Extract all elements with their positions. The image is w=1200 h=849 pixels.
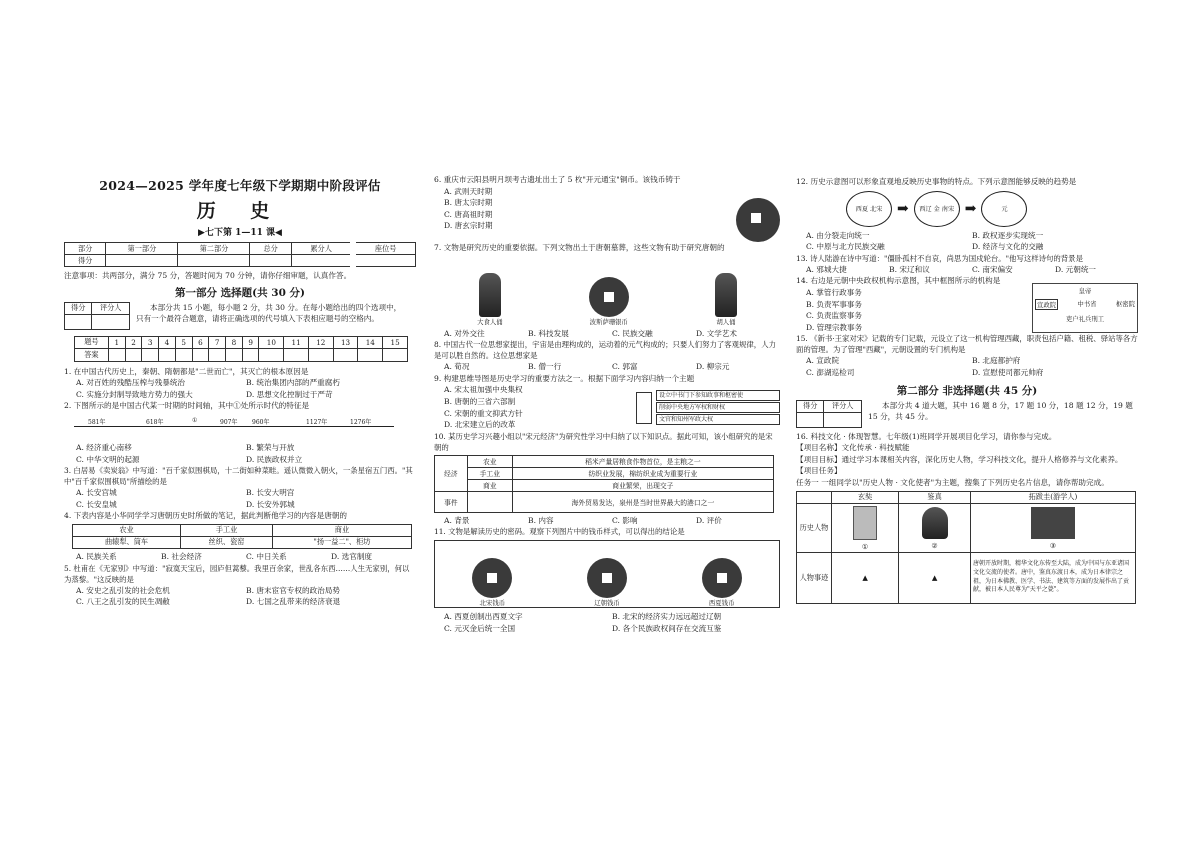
option[interactable]: B. 繁荣与开放 <box>246 442 295 452</box>
grader-cell[interactable] <box>797 412 824 427</box>
question-5: 5. 杜甫在《无家别》中写道："寂寞天宝后，园庐但蒿藜。我里百余家，世乱各东西……人生无家别，何以为蒸黎。"这反映的是 <box>64 563 410 584</box>
question-15: 15. 《新书·王家对宋》记载的专门记载，元设立了这一机构管理西藏，职责包括户籍、租税、驿站等各方面的管理。为了管理"西藏"，元朝设置的专门机构是 <box>796 334 1138 355</box>
coin-image <box>736 198 780 242</box>
question-7: 7. 文物是研究历史的重要依据。下列文物出土于唐朝墓葬，这些文物有助于研究唐朝的 <box>434 243 725 252</box>
option[interactable]: C. 实施分封制导致地方势力的强大 <box>76 389 193 399</box>
q12-options <box>796 230 1138 253</box>
grader-label: 得分 <box>797 400 824 412</box>
statue-image <box>922 507 948 539</box>
question-number-cell: 15 <box>383 336 408 348</box>
mind-map-root <box>636 392 652 424</box>
option[interactable]: D. 选官制度 <box>331 551 373 561</box>
q4-options <box>64 551 416 563</box>
option[interactable]: B. 内容 <box>528 515 554 525</box>
option[interactable]: A. 由分裂走向统一 <box>806 230 870 240</box>
q4-cell: "扬一益二"、柜坊 <box>272 536 411 548</box>
notice: 注意事项：共两部分，满分 75 分，答题时间为 70 分钟，请你仔细审题，认真作答。 <box>64 271 352 280</box>
task-head: 玄奘 <box>832 491 899 503</box>
answer-cell[interactable] <box>226 348 243 361</box>
question-13: 13. 诗人陆游在诗中写道："僵卧孤村不自哀，尚思为国戍轮台。"他写这样诗句的背景是 <box>796 253 1083 263</box>
figure-caption: 辽朝钱币 <box>594 599 620 608</box>
image-mark: ② <box>931 541 938 550</box>
column-right <box>796 176 1138 604</box>
question-number-cell: 13 <box>333 336 358 348</box>
task-text-cell: 唐朝开放时期，精华文化东传至大陆，成为中国与东亚诸国文化交流的使者。唐中，鉴真东渡日本，成为日本律宗之祖，为日本佛教、医学、书法、建筑等方面的发展作出了贡献，被日本人民尊为"天平之甍"。 <box>971 552 1136 603</box>
scope-label: ▶七下第 1—11 课◀ <box>198 228 282 238</box>
q10-cell: 事件 <box>435 491 468 512</box>
q7-options <box>434 328 780 340</box>
option[interactable]: D. 评价 <box>696 515 722 525</box>
question-12: 12. 历史示意图可以形象直观地反映历史事物的特点。下列示意图能够反映的趋势是 <box>796 177 1077 186</box>
answer-cell[interactable] <box>284 348 309 361</box>
diagram-row <box>1035 299 1135 310</box>
grader-label: 评分人 <box>824 400 862 412</box>
answer-cell[interactable] <box>333 348 358 361</box>
coin-icon <box>587 558 627 598</box>
task-image-cell <box>899 503 971 552</box>
coin-icon <box>472 558 512 598</box>
option[interactable]: D. 元朝统一 <box>1055 264 1097 274</box>
timeline-axis <box>74 426 394 427</box>
question-number-cell: 3 <box>142 336 159 348</box>
q14-block <box>796 275 1138 333</box>
grader-label: 得分 <box>65 302 92 314</box>
option[interactable]: B. 长安大明宫 <box>246 488 295 498</box>
option[interactable]: A. 长安宫城 <box>76 488 117 498</box>
option[interactable]: C. 宋朝的重文抑武方针 <box>444 408 523 418</box>
grader-box <box>796 400 862 428</box>
part2-title: 第二部分 非选择题(共 45 分) <box>896 384 1038 397</box>
task-head: 鉴真 <box>899 491 971 503</box>
figure-caption: 波斯萨珊银币 <box>589 317 628 326</box>
answer-cell[interactable] <box>142 348 159 361</box>
question-number-cell: 4 <box>159 336 176 348</box>
question-number-cell: 10 <box>259 336 284 348</box>
q4-head: 手工业 <box>181 524 273 536</box>
image-mark: ③ <box>1049 541 1057 550</box>
silver-coin-image <box>589 277 629 326</box>
q11-options <box>434 611 780 634</box>
timeline-tick: 907年 <box>220 418 238 426</box>
grader-cell[interactable] <box>92 314 130 329</box>
option[interactable]: C. 长安皇城 <box>76 499 117 509</box>
question-number-cell: 2 <box>125 336 142 348</box>
score-cell[interactable] <box>178 255 250 267</box>
task-row-label: 人物事迹 <box>797 552 832 603</box>
q10-cell: 经济 <box>435 455 468 491</box>
answer-cell[interactable] <box>308 348 333 361</box>
q13-options <box>796 264 1138 276</box>
score-cell[interactable] <box>106 255 178 267</box>
option[interactable]: D. 民族政权并立 <box>246 454 303 464</box>
option[interactable]: A. 安史之乱引发的社会危机 <box>76 585 170 595</box>
option[interactable]: D. 唐玄宗时期 <box>444 221 493 231</box>
figurine-image <box>477 273 503 326</box>
coin-figure <box>472 558 512 607</box>
q11-figures <box>434 540 780 608</box>
yuan-org-diagram <box>1032 283 1138 333</box>
timeline-tick: 960年 <box>252 418 270 426</box>
question-number-cell: 1 <box>108 336 125 348</box>
seat-cell[interactable] <box>353 255 415 267</box>
task-one: 任务一 一组同学以"历史人物 · 文化使者"为主题，搜集了下列历史名片信息，请你帮助完成。 <box>796 477 1109 487</box>
option[interactable]: C. 中日关系 <box>246 551 287 561</box>
option[interactable]: C. 元灭金后统一全国 <box>444 623 516 633</box>
option[interactable]: B. 唐太宗时期 <box>444 198 493 208</box>
question-1: 1. 在中国古代历史上，秦朝、隋朝都是"二世而亡"，其灭亡的根本原因是 <box>64 366 309 376</box>
answer-cell[interactable] <box>259 348 284 361</box>
option[interactable]: C. 南宋偏安 <box>972 264 1013 274</box>
artifact-image <box>1031 507 1075 539</box>
option[interactable]: B. 唐朝的三省六部制 <box>444 396 516 406</box>
answer-row-label: 题号 <box>75 336 109 348</box>
figure-caption: 大食人俑 <box>477 317 503 326</box>
column-middle <box>434 174 780 635</box>
q10-cell: 农业 <box>467 455 512 467</box>
question-11: 11. 文物是解读历史的密码。观察下列图片中的钱币样式，可以得出的结论是 <box>434 527 685 537</box>
q10-options <box>434 515 780 527</box>
part1-intro-line: 本部分共 15 小题，每小题 2 分，共 30 分。在每小题给出的四个选项中， <box>150 302 402 312</box>
part1-intro-line: 只有一个最符合题意，请将正确选项的代号填入下表相应题号的空格内。 <box>136 314 379 324</box>
option[interactable]: B. 政权逐步实现统一 <box>972 230 1044 240</box>
coin-icon <box>702 558 742 598</box>
answer-cell[interactable] <box>175 348 192 361</box>
answer-cell[interactable] <box>159 348 176 361</box>
q8-options <box>434 361 780 373</box>
answer-table <box>74 336 408 362</box>
mind-map-node: 设立中书门下参知政事和枢密使 <box>656 390 780 401</box>
part1-title: 第一部分 选择题(共 30 分) <box>174 286 305 299</box>
q10-cell: 商业繁荣，出现交子 <box>512 479 773 491</box>
option[interactable]: C. 影响 <box>612 515 638 525</box>
question-number-cell: 6 <box>192 336 209 348</box>
q4-head: 商业 <box>272 524 411 536</box>
timeline-tick: 1127年 <box>306 418 328 426</box>
score-col: 第一部分 <box>106 243 178 255</box>
timeline-tick: 1276年 <box>350 418 372 426</box>
image-mark: ① <box>861 542 869 551</box>
score-row-label: 得分 <box>65 255 106 267</box>
option[interactable]: C. 中原与北方民族交融 <box>806 242 885 252</box>
task-answer-cell[interactable]: ▲ <box>832 552 899 603</box>
option[interactable]: D. 长安外郭城 <box>246 499 295 509</box>
option[interactable]: B. 统治集团内部的严重腐朽 <box>246 378 340 388</box>
statue-icon <box>479 273 501 317</box>
part1-intro-block <box>64 302 416 330</box>
project-name: 【项目名称】文化传承 · 科技赋能 <box>796 443 910 453</box>
q10-cell: 海外贸易发达，泉州是当时世界最大的港口之一 <box>512 491 773 512</box>
part2-intro-block <box>796 400 1138 428</box>
q15-options <box>796 355 1138 378</box>
question-2: 2. 下图所示的是中国古代某一时期的时间轴，其中①处所示时代的特征是 <box>64 401 310 411</box>
figure-caption: 胡人俑 <box>716 317 736 326</box>
question-number-cell: 8 <box>226 336 243 348</box>
option[interactable]: C. 郭富 <box>612 362 638 372</box>
option[interactable]: D. 各个民族政权间存在交流互鉴 <box>612 623 722 633</box>
grader-box <box>64 302 130 330</box>
answer-cell[interactable] <box>242 348 259 361</box>
question-number-cell: 5 <box>175 336 192 348</box>
score-col: 总分 <box>250 243 291 255</box>
task-image-cell <box>971 503 1136 552</box>
question-3: 3. 白居易《卖炭翁》中写道："百千家似围棋局，十二街如种菜畦。遥认微微入朝火，一条星宿五门西。"其中"百千家似围棋局"所描绘的是 <box>64 466 413 487</box>
option[interactable]: A. 武则天时期 <box>444 186 493 196</box>
question-6: 6. 重庆市云阳县明月坝考古遗址出土了 5 枚"开元通宝"铜币。该钱币铸于 <box>434 175 681 184</box>
q7-figures <box>434 256 780 326</box>
option[interactable]: D. 经济与文化的交融 <box>972 242 1044 252</box>
map-circle: 西夏 北宋 <box>846 191 892 227</box>
question-number-cell: 7 <box>209 336 226 348</box>
answer-cell[interactable] <box>192 348 209 361</box>
answer-cell[interactable] <box>125 348 142 361</box>
coin-icon <box>589 277 629 317</box>
task-head <box>797 491 832 503</box>
column-left <box>64 172 416 608</box>
q10-cell: 手工业 <box>467 467 512 479</box>
mind-map-node: 文官和知州军政大权 <box>656 414 780 425</box>
portrait-image <box>853 506 877 540</box>
answer-row-label: 答案 <box>75 348 109 361</box>
grader-label: 评分人 <box>92 302 130 314</box>
q5-options <box>64 585 416 608</box>
option[interactable]: A. 西夏创制出西夏文字 <box>444 612 523 622</box>
exam-title: 2024—2025 学年度七年级下学期期中阶段评估 <box>99 178 381 193</box>
score-col: 部分 <box>65 243 106 255</box>
option[interactable]: D. 宣慰使司都元帅府 <box>972 367 1044 377</box>
project-task-label: 【项目任务】 <box>796 466 842 476</box>
answer-cell[interactable] <box>209 348 226 361</box>
option[interactable]: B. 宋辽和议 <box>889 264 930 274</box>
q4-cell: 曲辕犁、筒车 <box>73 536 181 548</box>
option[interactable]: A. 掌管行政事务 <box>806 287 862 297</box>
option[interactable]: C. 澎湖巡检司 <box>806 367 855 377</box>
option[interactable]: A. 背景 <box>444 515 470 525</box>
question-8: 8. 中国古代一位思想家提出，宇宙是由理构成的，运动着的元气构成的；只要人们努力了客观规律，人力是可以胜自然的。这位思想家是 <box>434 340 776 361</box>
part2-intro-line: 15 分，共 45 分。 <box>868 412 933 422</box>
q4-head: 农业 <box>73 524 181 536</box>
diagram-node: 皇帝 <box>1078 287 1092 296</box>
q9-block <box>434 384 780 430</box>
option[interactable]: B. 僧一行 <box>528 362 562 372</box>
timeline <box>74 414 394 440</box>
answer-cell[interactable] <box>108 348 125 361</box>
question-number-cell: 11 <box>284 336 309 348</box>
option[interactable]: B. 北庭都护府 <box>972 356 1021 366</box>
diagram-node: 吏户礼兵刑工 <box>1065 315 1105 324</box>
option[interactable]: C. 民族交融 <box>612 328 653 338</box>
statue-icon <box>715 273 737 317</box>
map-circle: 西辽 金 南宋 <box>914 191 960 227</box>
option[interactable]: B. 北宋的经济实力远远超过辽朝 <box>612 612 722 622</box>
figure-caption: 西夏钱币 <box>708 599 735 608</box>
question-16: 16. 科技文化 · 体现智慧。七年级(1)班同学开展项目化学习，请你参与完成。 <box>796 431 1057 441</box>
option[interactable]: C. 八王之乱引发的民生凋敝 <box>76 597 170 607</box>
q10-cell <box>467 491 512 512</box>
option[interactable]: A. 对百姓的残酷压榨与残暴统治 <box>76 378 186 388</box>
question-9: 9. 构建思维导图是历史学习的重要方法之一。根据下面学习内容归纳一个主题 <box>434 373 695 383</box>
timeline-tick: ① <box>192 416 198 424</box>
question-10: 10. 某历史学习兴趣小组以"宋元经济"为研究性学习中归纳了以下知识点。据此可知，该小组研究的是宋朝的 <box>434 431 773 452</box>
q3-options <box>64 487 416 510</box>
q10-cell: 商业 <box>467 479 512 491</box>
option[interactable]: C. 负责监察事务 <box>806 311 862 321</box>
option[interactable]: D. 柳宗元 <box>696 362 730 372</box>
option[interactable]: A. 对外交往 <box>444 328 485 338</box>
diagram-node: 中书省 <box>1077 300 1097 309</box>
option[interactable]: A. 荀况 <box>444 362 470 372</box>
score-cell[interactable] <box>250 255 291 267</box>
option[interactable]: A. 宋太祖加强中央集权 <box>444 385 523 395</box>
q10-table <box>434 455 774 513</box>
q6-block <box>434 174 780 242</box>
option[interactable]: D. 七国之乱带来的经济衰退 <box>246 597 341 607</box>
grader-cell[interactable] <box>65 314 92 329</box>
question-4: 4. 下表内容是小华同学学习唐朝历史时所做的笔记，据此判断他学习的内容是唐朝的 <box>64 511 348 521</box>
q2-options <box>64 442 416 465</box>
q4-cell: 丝织、瓷窑 <box>181 536 273 548</box>
mind-map-node: 削弱中央地方军权和财权 <box>656 402 780 413</box>
diagram-node: 宣政院 <box>1037 301 1057 310</box>
timeline-tick: 581年 <box>88 418 106 426</box>
task-row-label: 历史人物 <box>797 503 832 552</box>
score-table <box>64 242 416 267</box>
option[interactable]: A. 邪城大捷 <box>806 264 847 274</box>
score-col: 第二部分 <box>178 243 250 255</box>
option[interactable]: A. 经济重心南移 <box>76 442 132 452</box>
project-goal: 【项目目标】通过学习本课相关内容，深化历史人物，学习科技文化，提升人格修养与文化素养。 <box>796 454 1123 464</box>
option[interactable]: D. 管理宗教事务 <box>806 322 863 332</box>
arrow-icon: ➡ <box>897 200 909 217</box>
question-number-cell: 9 <box>242 336 259 348</box>
answer-cell[interactable] <box>383 348 408 361</box>
option[interactable]: A. 宣政院 <box>806 356 840 366</box>
task-answer-cell[interactable]: ▲ <box>899 552 971 603</box>
option[interactable]: A. 民族关系 <box>76 551 117 561</box>
diagram-node: 枢密院 <box>1115 300 1135 309</box>
figurine-image <box>715 273 737 326</box>
option[interactable]: C. 中华文明的起源 <box>76 454 140 464</box>
question-14: 14. 右边是元朝中央政权机构示意图，其中框图所示的机构是 <box>796 276 1001 286</box>
option[interactable]: B. 社会经济 <box>161 551 202 561</box>
option[interactable]: C. 唐高祖时期 <box>444 209 493 219</box>
grader-cell[interactable] <box>824 412 862 427</box>
q10-cell: 稻米产量居粮食作物首位，是主粮之一 <box>512 455 773 467</box>
part2-intro-line: 本部分共 4 道大题，其中 16 题 8 分，17 题 10 分，18 题 12 分，19 题 <box>882 400 1133 410</box>
option[interactable]: D. 文学艺术 <box>696 328 738 338</box>
question-number-cell: 12 <box>308 336 333 348</box>
question-number-cell: 14 <box>358 336 383 348</box>
subject-title: 历 史 <box>196 200 284 222</box>
answer-cell[interactable] <box>358 348 383 361</box>
option[interactable]: D. 思想文化控制过于严苛 <box>246 389 333 399</box>
mind-map <box>636 384 780 430</box>
option[interactable]: D. 北宋建立后的改革 <box>444 420 516 430</box>
q4-table <box>72 524 412 549</box>
score-col: 累分人 <box>291 243 353 255</box>
task-image-cell <box>832 503 899 552</box>
option[interactable]: B. 负责军事事务 <box>806 299 862 309</box>
score-cell[interactable] <box>291 255 353 267</box>
task-table <box>796 491 1136 604</box>
figure-caption: 北宋钱币 <box>479 599 506 608</box>
coin-figure <box>702 558 742 607</box>
coin-figure <box>587 558 627 607</box>
option[interactable]: B. 唐末宦官专权的政治局势 <box>246 585 340 595</box>
q1-options <box>64 377 416 400</box>
q10-cell: 纺织业发展，棉纺织业成为重要行业 <box>512 467 773 479</box>
option[interactable]: B. 科技发展 <box>528 328 569 338</box>
task-head: 拓跋圭(游学人) <box>971 491 1136 503</box>
score-col: 座位号 <box>353 243 415 255</box>
q12-diagram <box>846 191 1138 227</box>
timeline-tick: 618年 <box>146 418 164 426</box>
map-circle: 元 <box>981 191 1027 227</box>
arrow-icon: ➡ <box>964 200 977 217</box>
